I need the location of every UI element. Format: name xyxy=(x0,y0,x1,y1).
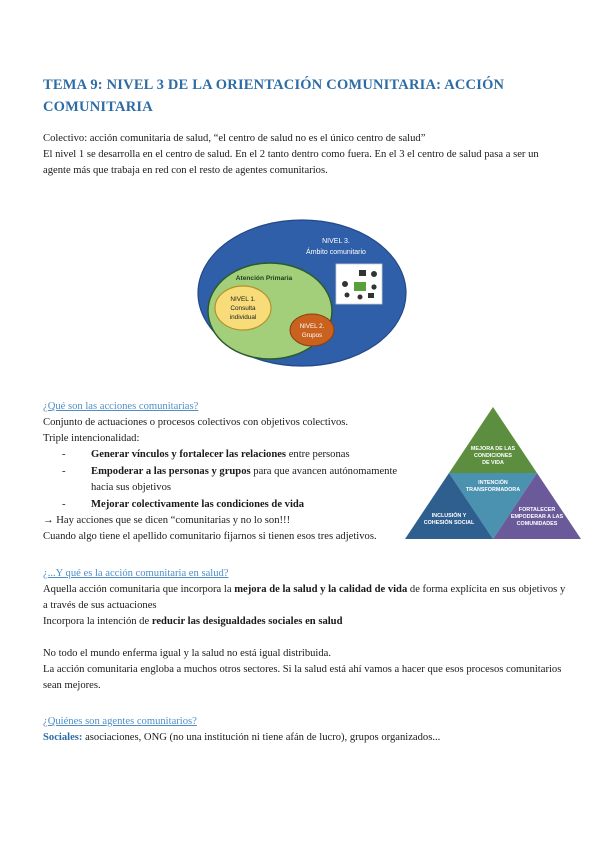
section2-line2 xyxy=(43,614,568,630)
list-item: - Empoderar a las personas y grupos para que avancen autónomamente hacia sus objetivos xyxy=(62,465,398,493)
triangle-right-line1: FORTALECER xyxy=(518,507,556,513)
triangle-center-line1: INTENCIÓN xyxy=(478,480,508,486)
bullet1-rest: entre personas xyxy=(286,449,350,460)
section3-body xyxy=(43,730,568,746)
section2-heading-link[interactable]: ¿...Y qué es la acción comunitaria en salud? xyxy=(43,568,229,579)
bullet2-bold: Empoderar a las personas y grupos xyxy=(91,465,251,477)
triple-intentionality-diagram xyxy=(405,407,581,540)
section3-line xyxy=(43,730,568,746)
intro-line-1: Colectivo: acción comunitaria de salud, “el centro de salud no es el único centro de salud” xyxy=(43,133,426,144)
level1-label-2: Consulta xyxy=(230,305,256,312)
list-item: - Generar vínculos y fortalecer las relaciones entre personas xyxy=(62,449,350,460)
level2-label-2: Grupos xyxy=(301,332,323,339)
section2-line1-c: de forma explícita en sus objetivos y a través de sus actuaciones xyxy=(43,584,566,611)
primary-care-label: Atención Primaria xyxy=(235,275,293,282)
triangle-top-line3: DE VIDA xyxy=(482,460,504,466)
page-title: TEMA 9: NIVEL 3 DE LA ORIENTACIÓN COMUNITARIA: ACCIÓN COMUNITARIA xyxy=(43,77,505,115)
level1-label-3: individual xyxy=(229,314,257,321)
triangle-top-line2: CONDICIONES xyxy=(473,453,513,459)
section1-body xyxy=(43,415,403,545)
triangle-right-line3: COMUNIDADES xyxy=(516,521,558,527)
triangle-right-line2: EMPODERAR A LAS xyxy=(510,514,564,520)
section2-line2-a: Incorpora la intención de xyxy=(43,616,152,627)
level1-label-1: NIVEL 1. xyxy=(230,296,256,303)
section2-line1-bold: mejora de la salud y la calidad de vida xyxy=(234,584,408,595)
section2-line1-a: Aquella acción comunitaria que incorpora la xyxy=(43,584,235,595)
triangle-top-line1: MEJORA DE LAS xyxy=(470,446,516,452)
section2-body xyxy=(43,582,568,694)
section2-line2-bold: reducir las desigualdades sociales en salud xyxy=(151,616,343,627)
list-item: - Mejorar colectivamente las condiciones de vida xyxy=(62,498,305,510)
level2-label-1: NIVEL 2. xyxy=(299,323,325,330)
level3-label-2: Ámbito comunitario xyxy=(306,249,366,256)
level2-ellipse xyxy=(290,314,334,346)
section1-heading-link[interactable]: ¿Qué son las acciones comunitarias? xyxy=(43,401,199,412)
social-agents-text: asociaciones, ONG (no una institución ni tiene afán de lucro), grupos organizados... xyxy=(82,732,441,743)
intro xyxy=(43,131,563,179)
section2-line4: La acción comunitaria engloba a muchos otros sectores. Si la salud está ahí vamos a hacer que esos procesos comunitarios sean mejores. xyxy=(43,664,562,691)
section2-line1 xyxy=(43,582,568,614)
triangle-left-line1: INCLUSIÓN Y xyxy=(431,513,467,519)
triangle-left-line2: COHESIÓN SOCIAL xyxy=(423,520,475,526)
bullet3-bold: Mejorar colectivamente las condiciones de vida xyxy=(91,498,305,510)
section3-heading-link[interactable]: ¿Quiénes son agentes comunitarios? xyxy=(43,716,197,727)
level3-label-1: NIVEL 3. xyxy=(322,238,350,245)
section1-line1: Conjunto de actuaciones o procesos colectivos con objetivos colectivos. xyxy=(43,417,349,428)
triangle-center-line2: TRANSFORMADORA xyxy=(465,487,521,493)
bullet1-bold: Generar vínculos y fortalecer las relaciones xyxy=(91,449,287,460)
section2-line3: No todo el mundo enferma igual y la salud no está igual distribuida. xyxy=(43,648,332,659)
intro-line-2: El nivel 1 se desarrolla en el centro de salud. En el 2 tanto dentro como fuera. En el 3 el centro de salud pasa a ser un agente más que trabaja en red con el resto de agentes comunitarios. xyxy=(43,149,539,176)
section1-line3: Cuando algo tiene el apellido comunitario fijarnos si tienen esos tres adjetivos. xyxy=(43,531,377,542)
bullet2-rest: para que avancen autónomamente hacia sus objetivos xyxy=(91,465,398,493)
section1-note: → Hay acciones que se dicen “comunitarias y no lo son!!! xyxy=(43,515,291,526)
intentionality-list xyxy=(43,447,403,513)
section1-line2: Triple intencionalidad: xyxy=(43,433,140,444)
social-agents-label: Sociales: xyxy=(43,732,83,743)
orientation-levels-diagram xyxy=(196,218,408,368)
